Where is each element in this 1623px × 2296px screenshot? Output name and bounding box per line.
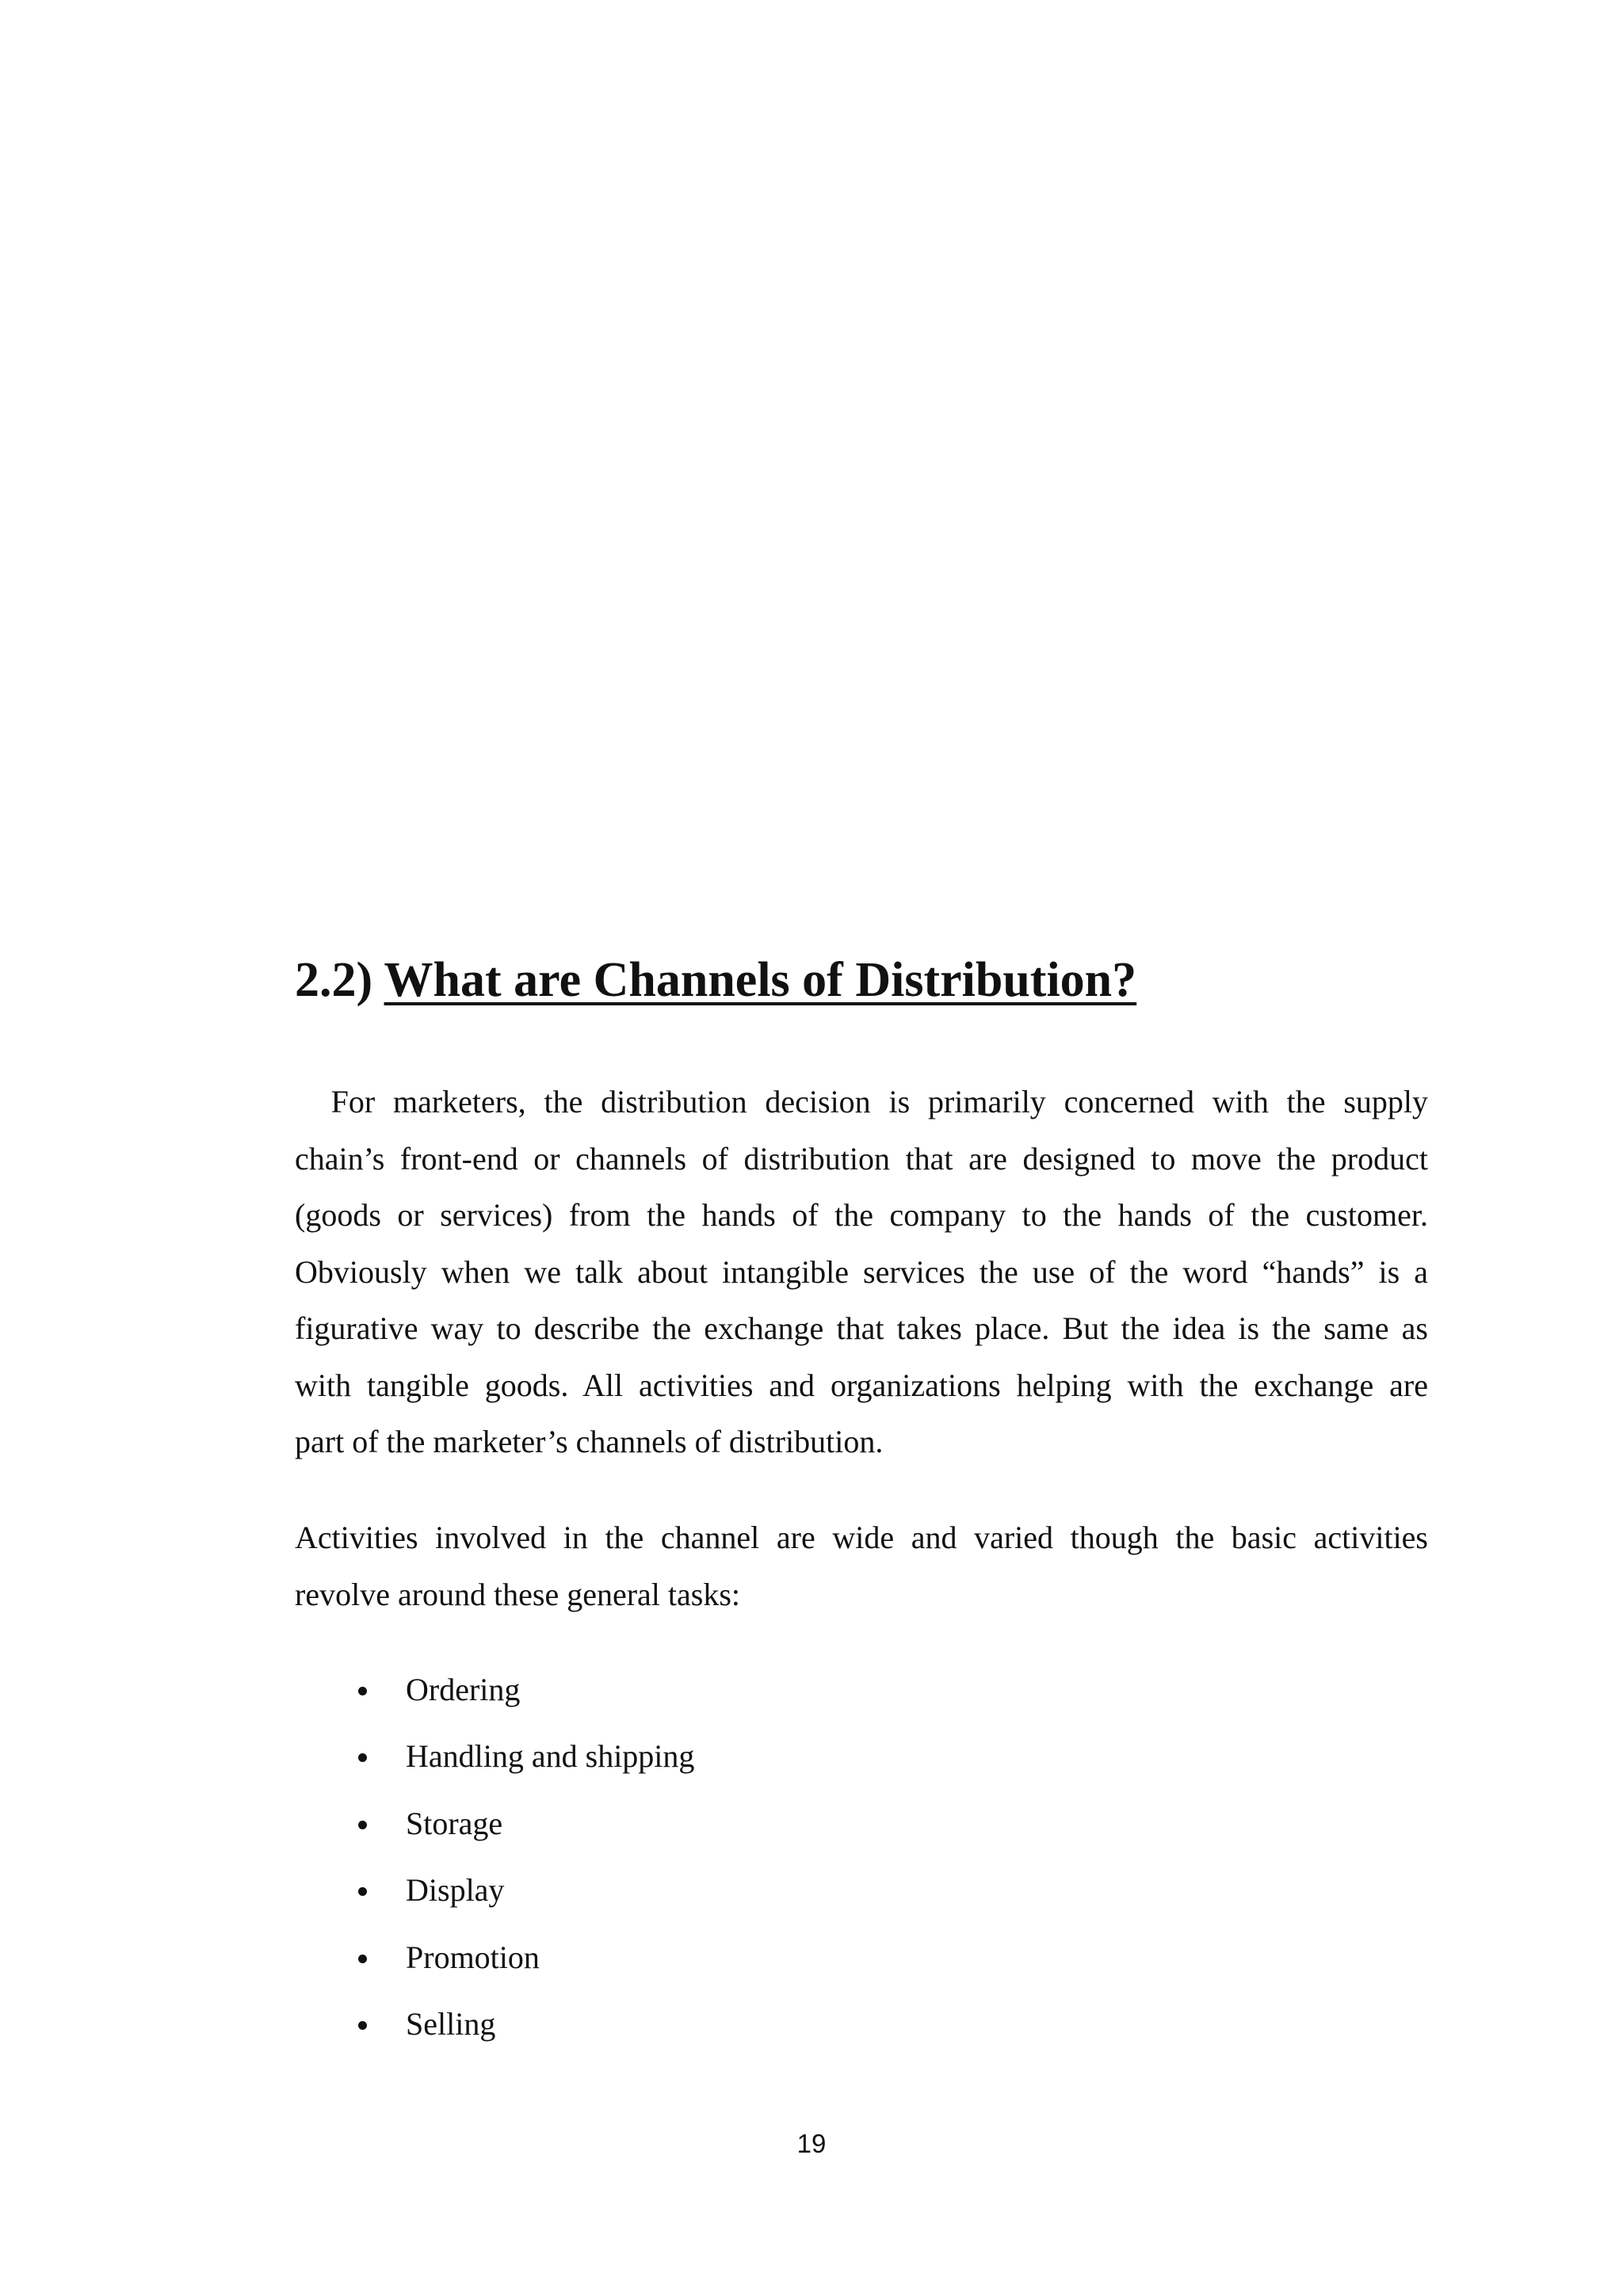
bullet-icon (358, 1687, 367, 1695)
list-item-label: Handling and shipping (406, 1738, 695, 1775)
activities-paragraph (295, 1509, 1428, 1623)
list-item (295, 1924, 694, 1991)
bullet-icon (358, 1753, 367, 1762)
list-item-label: Ordering (406, 1672, 521, 1707)
paragraph-line: chain’s front-end or channels of distribution that are designed to move the product (295, 1140, 1428, 1177)
paragraph-line: revolve around these general tasks: (295, 1576, 741, 1612)
list-item (295, 1657, 694, 1723)
list-item (295, 1857, 694, 1924)
page-number: 19 (796, 2129, 827, 2158)
section-title: What are Channels of Distribution? (384, 953, 1137, 1007)
bullet-icon (358, 1955, 367, 1963)
list-item-label: Display (406, 1872, 505, 1909)
tasks-list (295, 1657, 694, 2058)
bullet-icon (358, 2021, 367, 2030)
list-item-label: Storage (406, 1805, 503, 1841)
list-item (295, 1991, 694, 2058)
paragraph-line: part of the marketer’s channels of distribution. (295, 1424, 884, 1459)
bullet-icon (358, 1887, 367, 1896)
section-number: 2.2) (295, 953, 373, 1007)
paragraph-line: with tangible goods. All activities and organizations helping with the exchange are (295, 1367, 1428, 1403)
paragraph-line: figurative way to describe the exchange that takes place. But the idea is the same as (295, 1310, 1428, 1346)
paragraph-line: Activities involved in the channel are wide and varied though the basic activities (295, 1520, 1428, 1555)
paragraph-line: Obviously when we talk about intangible services the use of the word “hands” is a (295, 1253, 1428, 1290)
paragraph-line: For marketers, the distribution decision is primarily concerned with the supply (295, 1084, 1428, 1119)
list-item (295, 1723, 694, 1790)
list-item-label: Selling (406, 2005, 496, 2042)
list-item-label: Promotion (406, 1939, 540, 1975)
list-item (295, 1791, 694, 1857)
paragraph-line: (goods or services) from the hands of the company to the hands of the customer. (295, 1197, 1428, 1233)
section-heading (295, 951, 1136, 1009)
intro-paragraph (295, 1074, 1428, 1470)
bullet-icon (358, 1821, 367, 1829)
